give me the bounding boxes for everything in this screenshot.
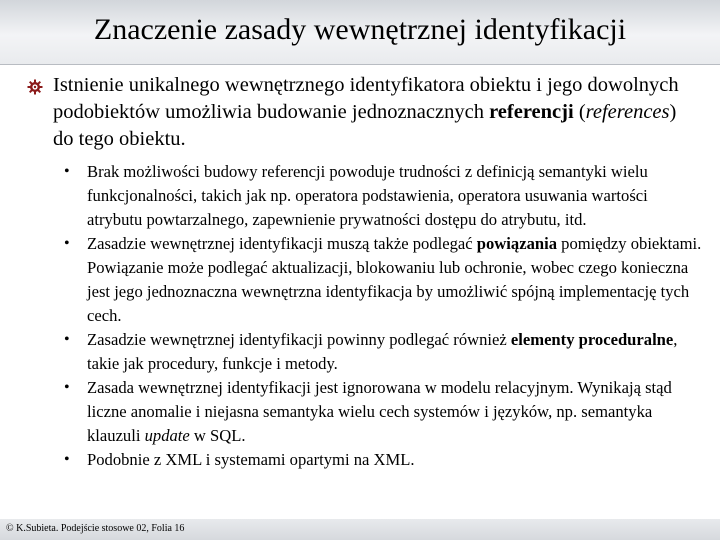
- bullet-dot: •: [64, 451, 70, 468]
- footer-caption: © K.Subieta. Podejście stosowe 02, Folia 16: [6, 523, 185, 534]
- sub-point: • Zasadzie wewnętrznej identyfikacji muszą także podlegać powiązania pomiędzy obiektami. Powiązanie może podlegać aktualizacji, blokowaniu lub ochronie, wobec czego konieczna jest jego jednoznaczna wewnętrzna identyfikacja by umożliwić spójną implementację tych cech.: [64, 234, 702, 325]
- slide-title: Znaczenie zasady wewnętrznej identyfikacji: [93, 13, 627, 46]
- bullet-dot: •: [64, 379, 70, 396]
- keyword-referencji: referencji: [489, 101, 574, 123]
- main-point: Istnienie unikalnego wewnętrznego identyfikatora obiektu i jego dowolnych podobiektów umożliwia budowanie jednoznacznych referencji (references) do tego obiektu.: [53, 74, 679, 150]
- bullet-dot: •: [64, 163, 70, 180]
- term-update: update: [144, 426, 190, 445]
- sub-point: • Zasada wewnętrznej identyfikacji jest ignorowana w modelu relacyjnym. Wynikają stąd liczne anomalie i niejasna semantyka wielu cech systemów i języków, np. semantyka klauzuli update w SQL.: [64, 378, 672, 445]
- bullet-dot: •: [64, 331, 70, 348]
- bullet-dot: •: [64, 235, 70, 252]
- keyword-elementy-proceduralne: elementy proceduralne: [510, 330, 674, 349]
- gear-bullet-icon: [27, 79, 43, 95]
- sub-point: • Podobnie z XML i systemami opartymi na XML.: [64, 448, 704, 472]
- keyword-powiazania: powiązania: [476, 234, 557, 253]
- sub-point: • Brak możliwości budowy referencji powoduje trudności z definicją semantyki wielu funkcjonalności, takich jak np. operatora podstawienia, operatora usuwania wartości atrybutu powtarzalnego, zapewnienie prywatności dostępu do atrybutu, itd.: [64, 162, 648, 229]
- term-references: references: [585, 101, 670, 123]
- sub-point-list: [64, 160, 704, 472]
- sub-point: • Zasadzie wewnętrznej identyfikacji powinny podlegać również elementy proceduralne, takie jak procedury, funkcje i metody.: [64, 330, 678, 373]
